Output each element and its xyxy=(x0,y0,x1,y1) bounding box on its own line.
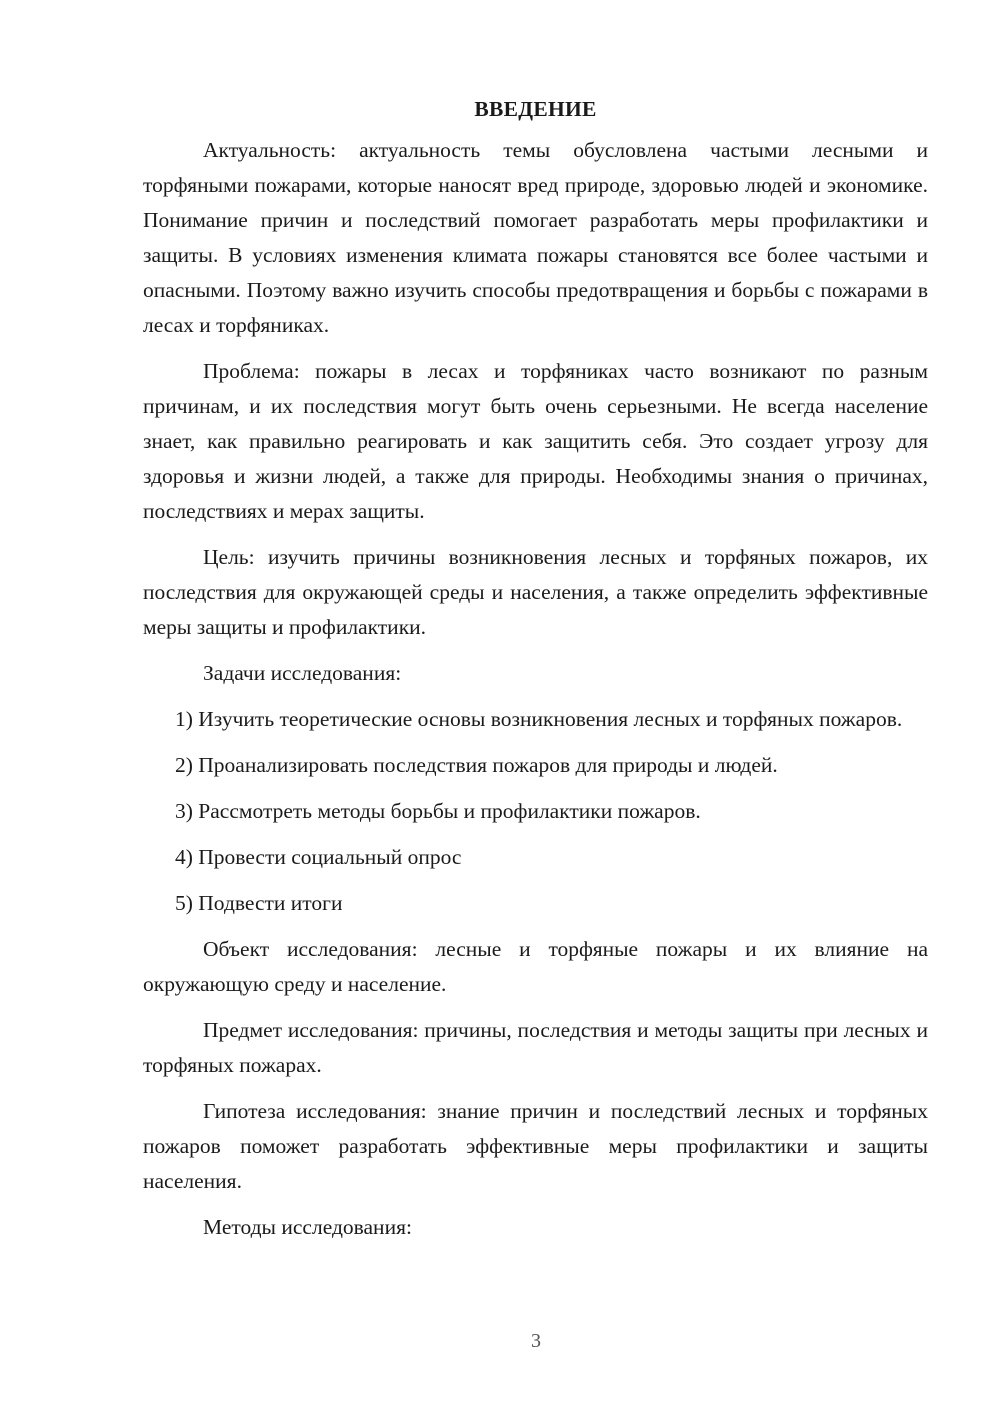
document-page xyxy=(143,92,928,1256)
task-item: 3) Рассмотреть методы борьбы и профилактики пожаров. xyxy=(175,799,701,823)
subject-paragraph: Предмет исследования: причины, последствия и методы защиты при лесных и торфяных пожарах. xyxy=(143,1018,928,1077)
task-item: 5) Подвести итоги xyxy=(175,891,343,915)
tasks-heading: Задачи исследования: xyxy=(203,661,402,685)
problem-paragraph: Проблема: пожары в лесах и торфяниках часто возникают по разным причинам, и их последствия могут быть очень серьезными. Не всегда население знает, как правильно реагировать и как защитить себя. Это создает угрозу для здоровья и жизни людей, а также для природы. Необходимы знания о причинах, последствиях и мерах защиты. xyxy=(143,359,928,523)
page-number: 3 xyxy=(531,1330,541,1352)
task-item: 1) Изучить теоретические основы возникновения лесных и торфяных пожаров. xyxy=(175,707,903,731)
goal-paragraph: Цель: изучить причины возникновения лесных и торфяных пожаров, их последствия для окружающей среды и населения, а также определить эффективные меры защиты и профилактики. xyxy=(143,545,928,639)
object-paragraph: Объект исследования: лесные и торфяные пожары и их влияние на окружающую среду и население. xyxy=(143,937,928,996)
task-item: 4) Провести социальный опрос xyxy=(175,845,462,869)
task-item: 2) Проанализировать последствия пожаров для природы и людей. xyxy=(175,753,778,777)
page-title: ВВЕДЕНИЕ xyxy=(474,97,597,121)
relevance-paragraph: Актуальность: актуальность темы обусловлена частыми лесными и торфяными пожарами, которые наносят вред природе, здоровью людей и экономике. Понимание причин и последствий помогает разработать меры профилактики и защиты. В условиях изменения климата пожары становятся все более частыми и опасными. Поэтому важно изучить способы предотвращения и борьбы с пожарами в лесах и торфяниках. xyxy=(143,138,928,337)
hypothesis-paragraph: Гипотеза исследования: знание причин и последствий лесных и торфяных пожаров поможет разработать эффективные меры профилактики и защиты населения. xyxy=(143,1099,928,1193)
methods-heading: Методы исследования: xyxy=(203,1215,412,1239)
